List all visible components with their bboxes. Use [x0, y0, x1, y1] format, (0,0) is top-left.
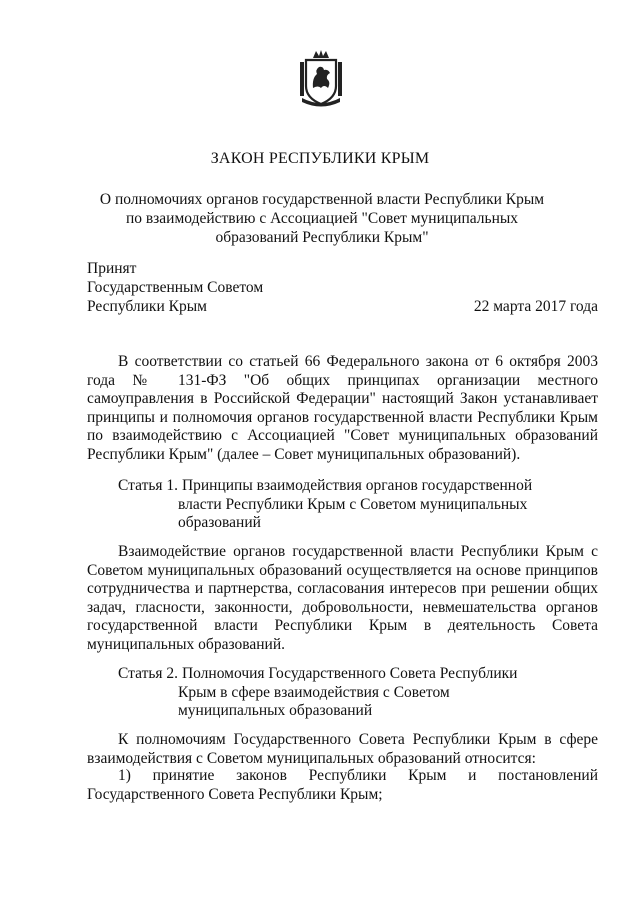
adoption-line-1: Принят — [87, 260, 137, 277]
adoption-date: 22 марта 2017 года — [473, 298, 598, 315]
adoption-line-3: Республики Крым — [87, 298, 207, 315]
article-2-number: Статья 2. — [118, 665, 179, 682]
article-2-text: К полномочиям Государственного Совета Республики Крым в сфере взаимодействия с Советом муниципальных образований относится: — [87, 731, 598, 767]
article-1-heading — [118, 477, 558, 533]
law-subject: О полномочиях органов государственной власти Республики Крым по взаимодействию с Ассоциацией "Совет муниципальных образований Республики Крым" — [99, 191, 545, 246]
adoption-line-2: Государственным Советом — [87, 279, 264, 296]
preamble-paragraph: В соответствии со статьей 66 Федерального закона от 6 октября 2003 года № 131-ФЗ "Об общих принципах организации местного самоуправления в Российской Федерации" настоящий Закон устанавливает принципы и полномочия органов государственной власти Республики Крым по взаимодействию с Ассоциацией "Совет муниципальных образований Республики Крым" (далее – Совет муниципальных образований). — [87, 353, 598, 463]
article-2-heading — [118, 665, 558, 721]
article-2-item-1: 1) принятие законов Республики Крым и постановлений Государственного Совета Республики Крым; — [87, 767, 598, 803]
article-1-title: Принципы взаимодействия органов государственной власти Республики Крым с Советом муниципальных образований — [178, 477, 533, 531]
adoption-block — [87, 259, 263, 316]
article-1-text: Взаимодействие органов государственной власти Республики Крым с Советом муниципальных образований осуществляется на основе принципов сотрудничества и партнерства, согласования интересов при решении общих задач, гласности, законности, добровольности, невмешательства органов государственной власти Республики Крым в деятельность Совета муниципальных образований. — [87, 543, 598, 653]
article-2-title: Полномочия Государственного Совета Республики Крым в сфере взаимодействия с Советом муниципальных образований — [178, 665, 518, 719]
article-1-number: Статья 1. — [118, 477, 179, 494]
crimea-coat-of-arms-icon — [297, 48, 345, 108]
law-title: ЗАКОН РЕСПУБЛИКИ КРЫМ — [210, 150, 430, 167]
